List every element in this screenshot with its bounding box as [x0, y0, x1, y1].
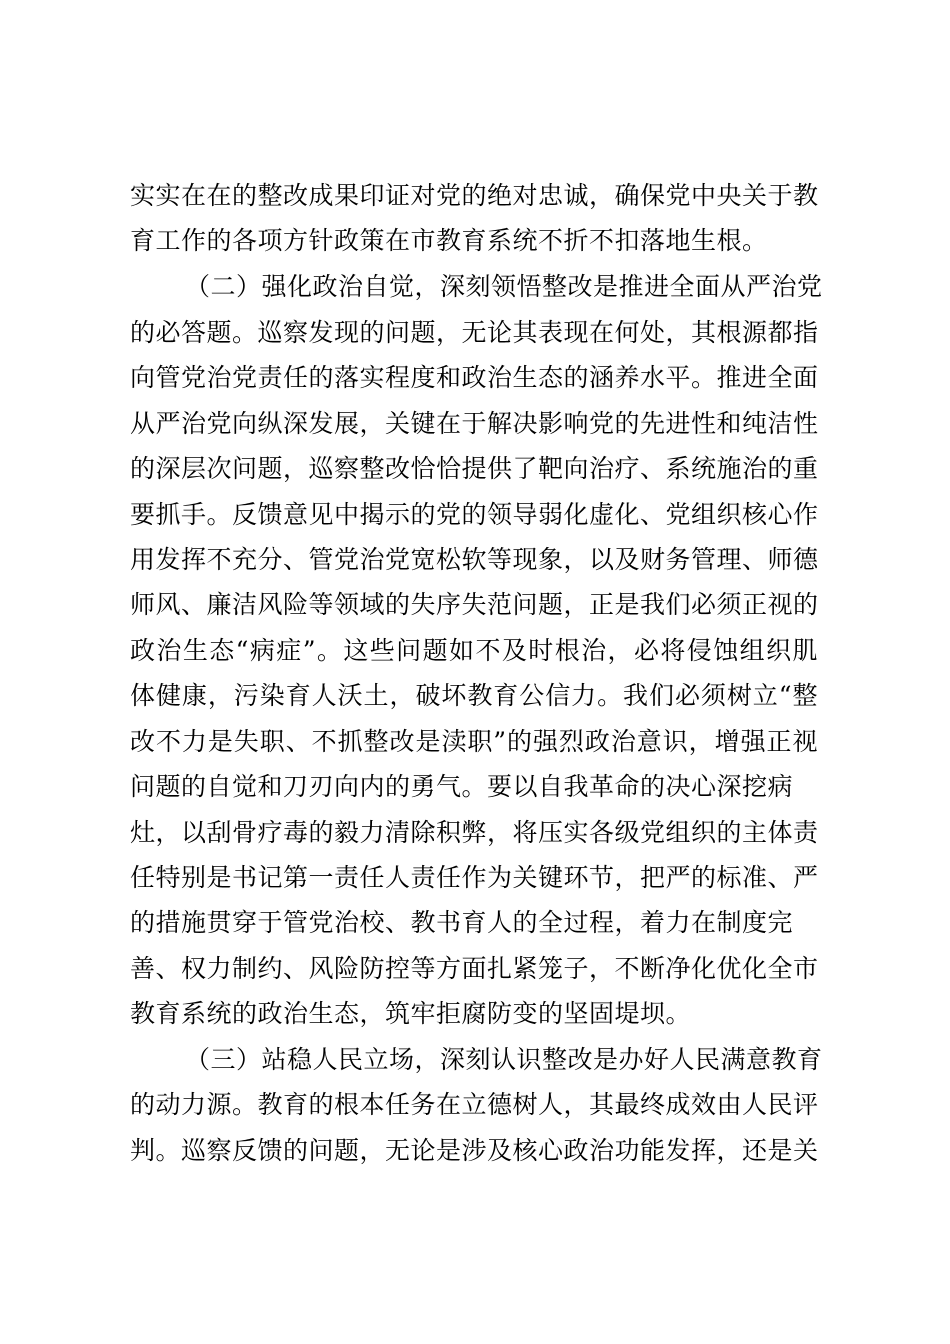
text-line: 的措施贯穿于管党治校、教书育人的全过程，着力在制度完 — [130, 908, 794, 937]
text-line: 体健康，污染育人沃土，破坏教育公信力。我们必须树立“整 — [130, 681, 818, 710]
section-heading-line: （三）站稳人民立场，深刻认识整改是办好人民满意教育 — [185, 1045, 823, 1074]
text-line: 改不力是失职、不抓整改是渎职”的强烈政治意识，增强正视 — [130, 727, 818, 756]
text-line: 政治生态“病症”。这些问题如不及时根治，必将侵蚀组织肌 — [130, 636, 818, 665]
text-line: 育工作的各项方针政策在市教育系统不折不扣落地生根。 — [130, 226, 768, 255]
text-line: 问题的自觉和刀刃向内的勇气。要以自我革命的决心深挖病 — [130, 772, 794, 801]
section-heading-line: （二）强化政治自觉，深刻领悟整改是推进全面从严治党 — [185, 272, 823, 301]
text-line: 要抓手。反馈意见中揭示的党的领导弱化虚化、党组织核心作 — [130, 500, 819, 529]
text-line: 实实在在的整改成果印证对党的绝对忠诚，确保党中央关于教 — [130, 181, 819, 210]
text-line: 任特别是书记第一责任人责任作为关键环节，把严的标准、严 — [130, 863, 819, 892]
text-line: 教育系统的政治生态，筑牢拒腐防变的坚固堤坝。 — [130, 999, 692, 1028]
text-line: 判。巡察反馈的问题，无论是涉及核心政治功能发挥，还是关 — [130, 1136, 819, 1165]
text-line: 从严治党向纵深发展，关键在于解决影响党的先进性和纯洁性 — [130, 409, 819, 438]
text-line: 用发挥不充分、管党治党宽松软等现象，以及财务管理、师德 — [130, 545, 819, 574]
text-line: 师风、廉洁风险等领域的失序失范问题，正是我们必须正视的 — [130, 590, 819, 619]
text-line: 的深层次问题，巡察整改恰恰提供了靶向治疗、系统施治的重 — [130, 454, 819, 483]
text-line: 灶，以刮骨疗毒的毅力清除积弊，将压实各级党组织的主体责 — [130, 818, 819, 847]
text-line: 向管党治党责任的落实程度和政治生态的涵养水平。推进全面 — [130, 363, 819, 392]
text-line: 的必答题。巡察发现的问题，无论其表现在何处，其根源都指 — [130, 318, 819, 347]
text-line: 的动力源。教育的根本任务在立德树人，其最终成效由人民评 — [130, 1090, 819, 1119]
text-line: 善、权力制约、风险防控等方面扎紧笼子，不断净化优化全市 — [130, 954, 819, 983]
